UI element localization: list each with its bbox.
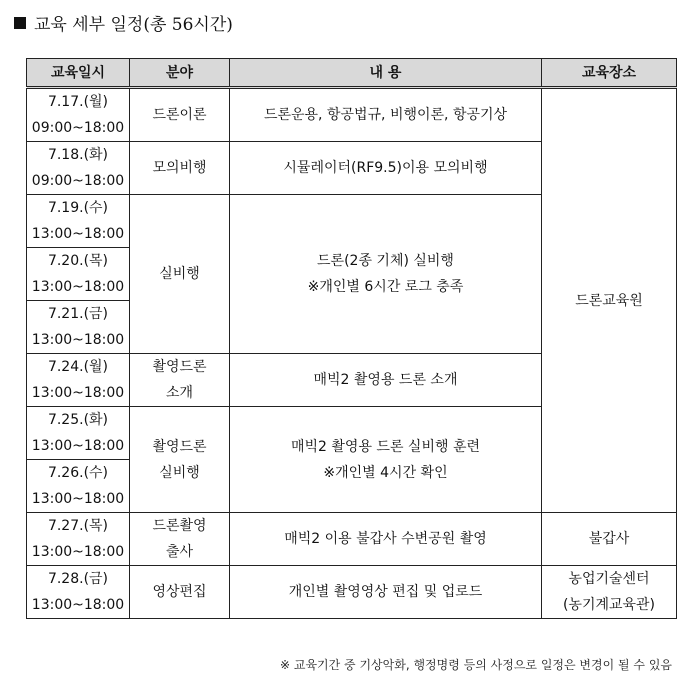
place-cell: 드론교육원 [542,88,677,513]
content-note: ※개인별 6시간 로그 충족 [307,279,464,295]
date-text: 7.28.(금) [47,571,109,587]
date-cell [27,513,130,566]
header-row [27,59,677,88]
field-cell [130,407,230,513]
section-title-text: 교육 세부 일정(총 56시간) [34,15,233,35]
header-field: 분야 [130,59,230,88]
content-note: ※개인별 4시간 확인 [323,464,448,481]
time-text: 13:00~18:00 [31,385,125,401]
time-text: 13:00~18:00 [31,279,125,295]
date-text: 7.21.(금) [47,306,109,322]
field-cell: 모의비행 [130,142,230,195]
time-text: 13:00~18:00 [31,544,125,560]
place-cell [542,566,677,619]
content-cell: 시뮬레이터(RF9.5)이용 모의비행 [230,142,542,195]
date-text: 7.27.(목) [47,518,109,534]
date-cell [27,460,130,513]
time-text: 13:00~18:00 [31,597,125,613]
content-cell: 개인별 촬영영상 편집 및 업로드 [230,566,542,619]
date-text: 7.20.(목) [47,253,109,269]
time-text: 09:00~18:00 [31,173,125,189]
field-line: 소개 [165,385,194,401]
field-cell [130,354,230,407]
field-line: 촬영드론 [152,359,207,375]
time-text: 13:00~18:00 [31,491,125,507]
place-cell: 불갑사 [542,513,677,566]
table-row [27,88,677,142]
date-cell [27,354,130,407]
field-cell: 드론이론 [130,88,230,142]
square-bullet-icon [14,17,26,29]
content-cell: 드론운용, 항공법규, 비행이론, 항공기상 [230,88,542,142]
field-cell: 실비행 [130,195,230,354]
place-line: (농기계교육관) [562,597,656,613]
date-cell [27,195,130,248]
field-line: 드론촬영 [152,518,207,534]
content-line: 매빅2 촬영용 드론 실비행 훈련 [291,438,480,455]
schedule-table [26,58,677,619]
time-text: 13:00~18:00 [31,226,125,242]
table-row [27,566,677,619]
time-text: 13:00~18:00 [31,438,125,454]
date-text: 7.25.(화) [47,412,109,428]
field-cell: 영상편집 [130,566,230,619]
date-cell [27,566,130,619]
header-place: 교육장소 [542,59,677,88]
header-date: 교육일시 [27,59,130,88]
date-cell [27,248,130,301]
date-cell [27,301,130,354]
date-text: 7.26.(수) [47,465,109,481]
field-line: 실비행 [159,464,200,481]
date-cell [27,407,130,460]
field-line: 촬영드론 [152,438,207,455]
date-cell [27,142,130,195]
header-content: 내 용 [230,59,542,88]
place-line: 농업기술센터 [568,571,650,587]
time-text: 13:00~18:00 [31,332,125,348]
content-cell [230,407,542,513]
content-line: 드론(2종 기체) 실비행 [317,253,454,269]
date-text: 7.17.(월) [47,94,109,110]
section-title [14,10,233,35]
field-line: 출사 [165,544,194,560]
content-cell: 매빅2 촬영용 드론 소개 [230,354,542,407]
date-cell [27,88,130,142]
table-row [27,513,677,566]
content-cell [230,195,542,354]
field-cell [130,513,230,566]
date-text: 7.18.(화) [47,147,109,163]
time-text: 09:00~18:00 [31,120,125,136]
date-text: 7.24.(월) [47,359,109,375]
date-text: 7.19.(수) [47,200,109,216]
footnote: ※ 교육기간 중 기상악화, 행정명령 등의 사정으로 일정은 변경이 될 수 있음 [280,658,672,672]
content-cell: 매빅2 이용 불갑사 수변공원 촬영 [230,513,542,566]
